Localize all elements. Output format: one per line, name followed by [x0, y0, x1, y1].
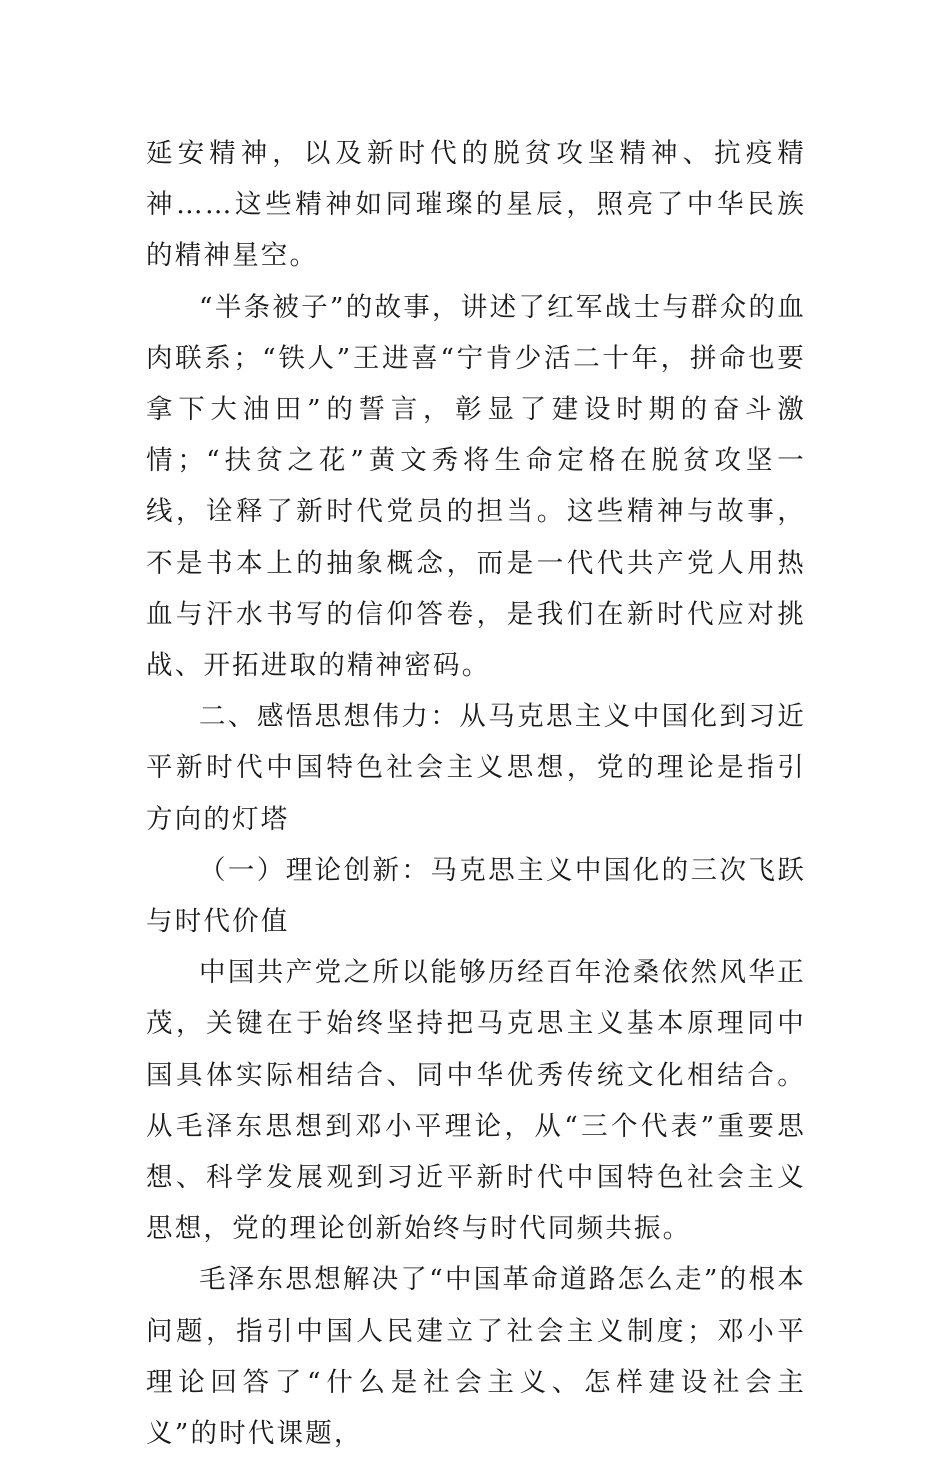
paragraph-theory-innovation: 中国共产党之所以能够历经百年沧桑依然风华正茂，关键在于始终坚持把马克思主义基本原理同中国具体实际相结合、同中华优秀传统文化相结合。从毛泽东思想到邓小平理论，从“三个代表”重要思想、科学发展观到习近平新时代中国特色社会主义思想，党的理论创新始终与时代同频共振。: [146, 957, 806, 1245]
document-page: [146, 128, 806, 1459]
paragraph-continuation: 延安精神，以及新时代的脱贫攻坚精神、抗疫精神……这些精神如同璀璨的星辰，照亮了中华民族的精神星空。: [146, 138, 806, 272]
section-heading-2: 二、感悟思想伟力：从马克思主义中国化到习近平新时代中国特色社会主义思想，党的理论是指引方向的灯塔: [146, 701, 806, 835]
paragraph-stories: “半条被子”的故事，讲述了红军战士与群众的血肉联系；“铁人”王进喜“宁肯少活二十年，拼命也要拿下大油田”的誓言，彰显了建设时期的奋斗激情；“扶贫之花”黄文秀将生命定格在脱贫攻坚一线，诠释了新时代党员的担当。这些精神与故事，不是书本上的抽象概念，而是一代代共产党人用热血与汗水书写的信仰答卷，是我们在新时代应对挑战、开拓进取的精神密码。: [146, 291, 806, 682]
paragraph-mao-deng: 毛泽东思想解决了“中国革命道路怎么走”的根本问题，指引中国人民建立了社会主义制度；邓小平理论回答了“什么是社会主义、怎样建设社会主义”的时代课题，: [146, 1264, 806, 1450]
subsection-heading-1: （一）理论创新：马克思主义中国化的三次飞跃与时代价值: [146, 854, 806, 938]
